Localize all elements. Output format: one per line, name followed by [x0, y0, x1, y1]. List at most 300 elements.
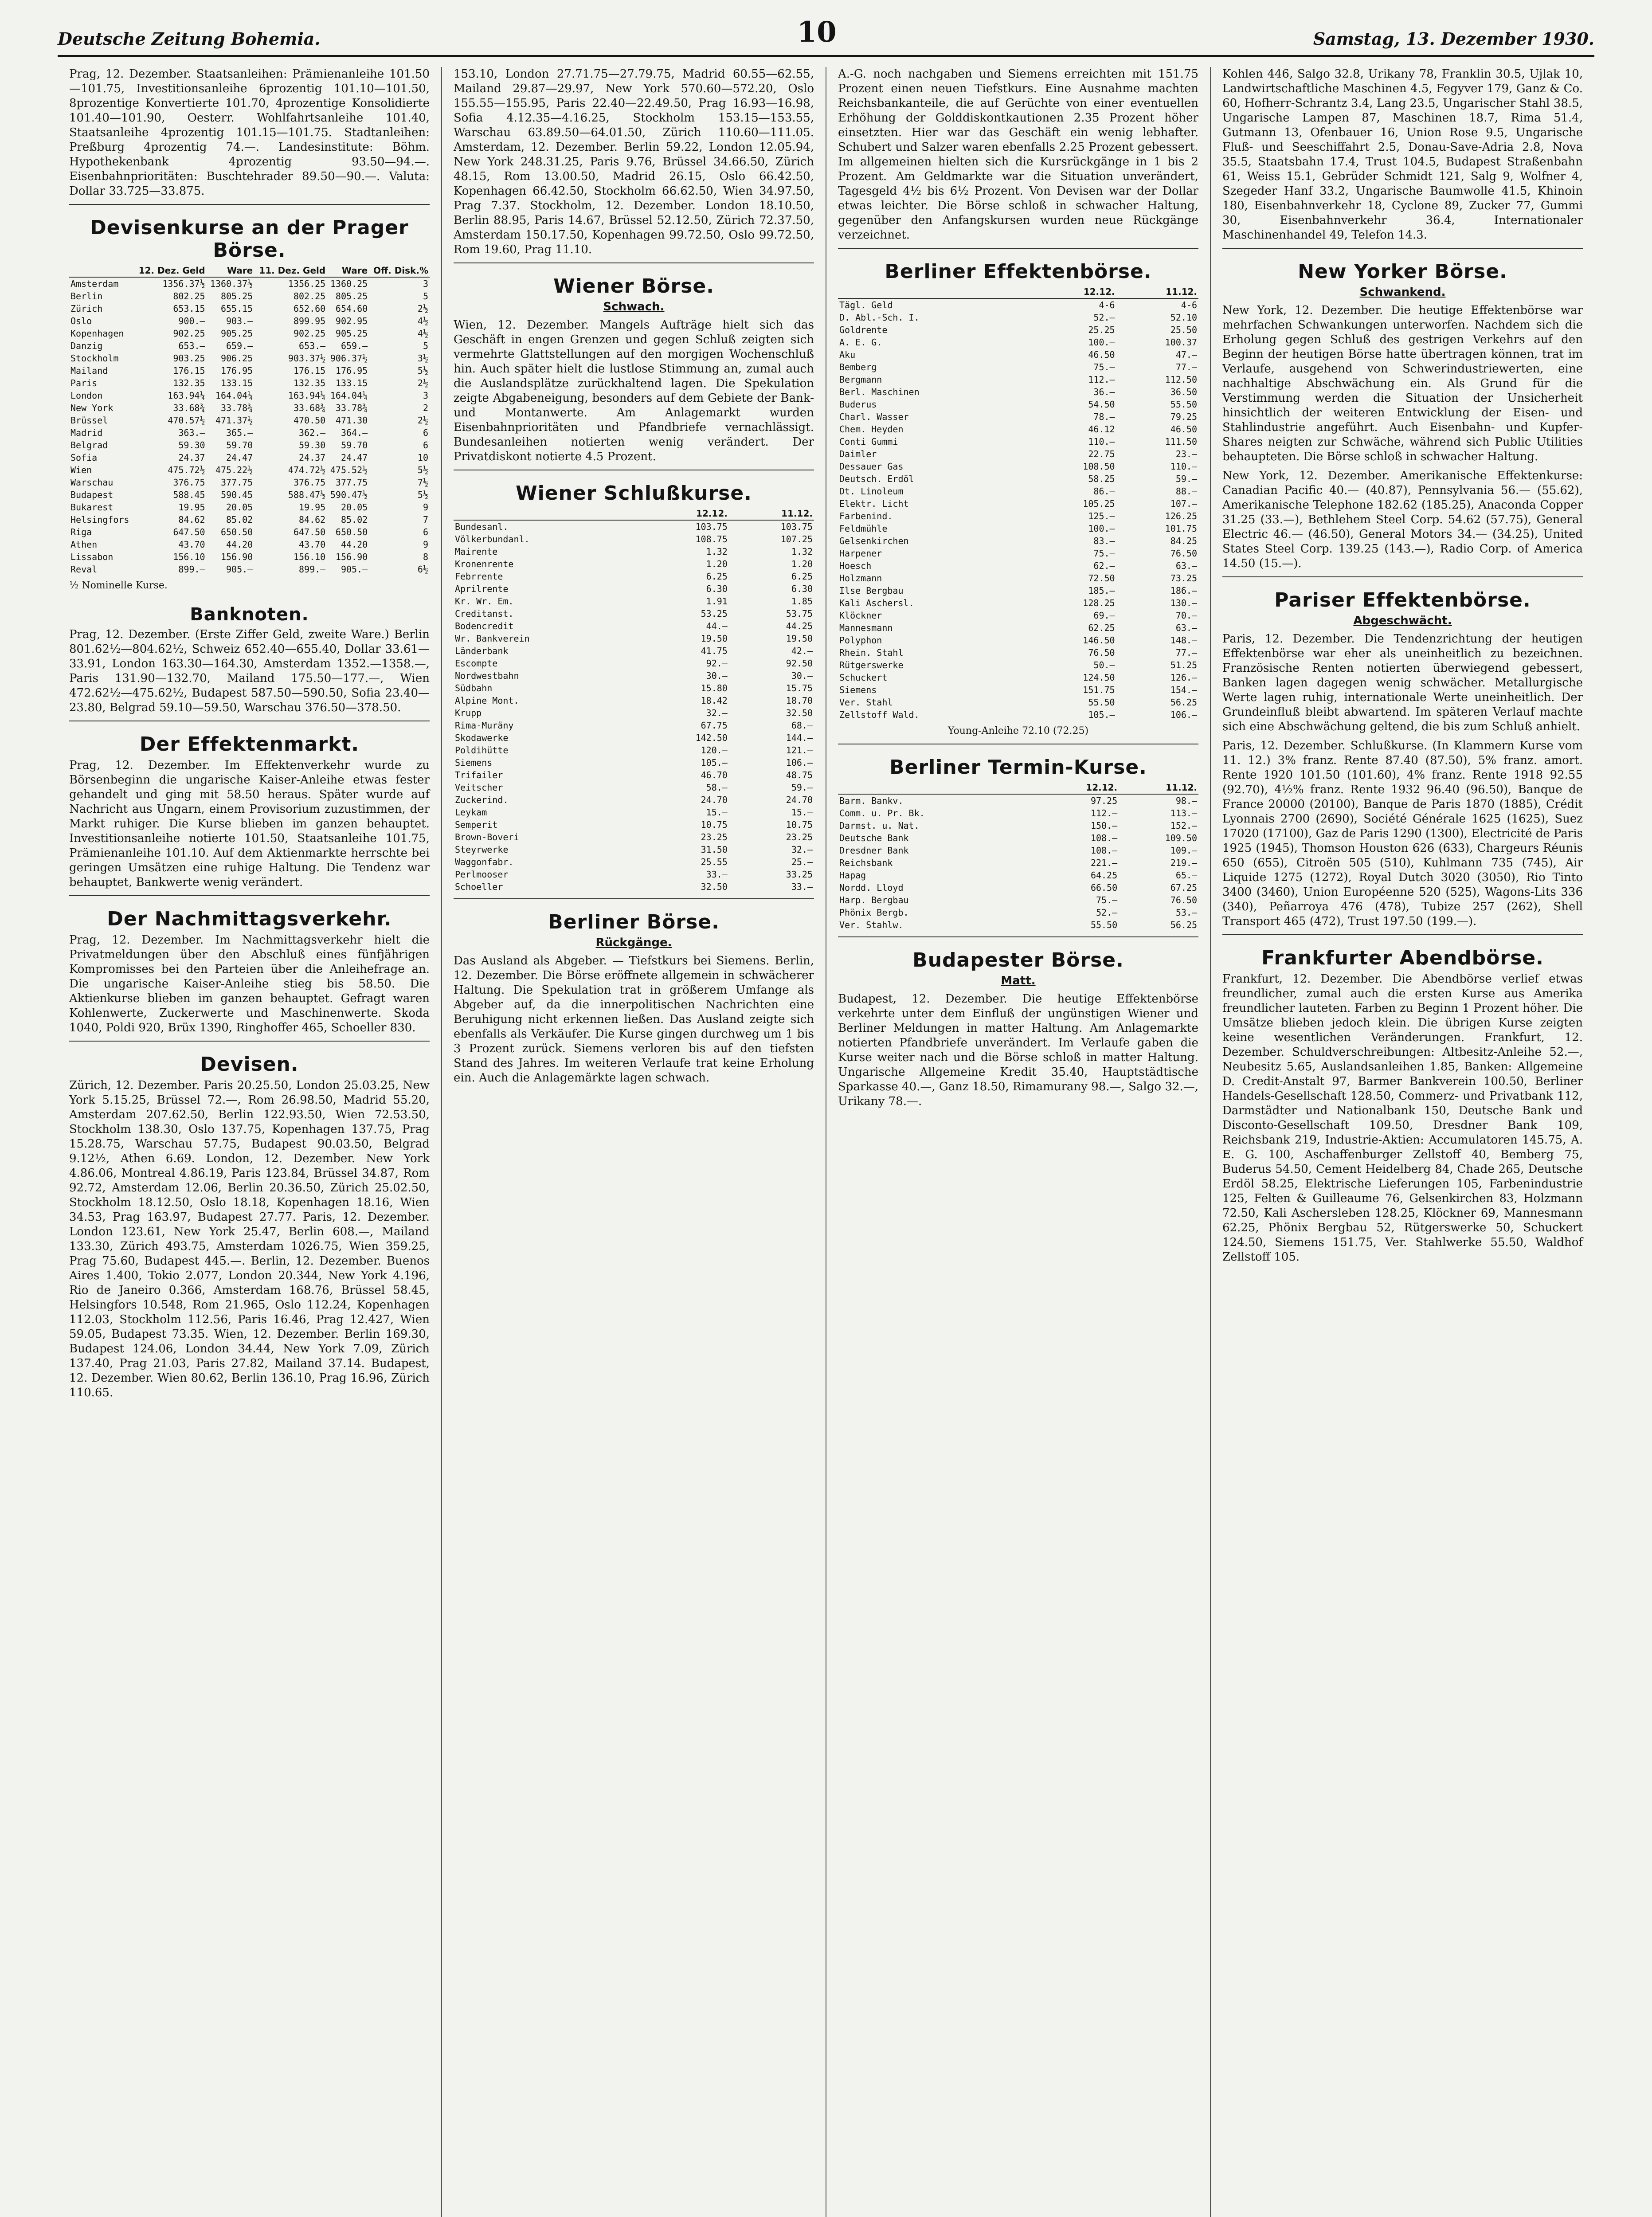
- table-row: [838, 324, 1198, 336]
- rate-value: 48.75: [786, 770, 813, 780]
- table-row: [838, 807, 1198, 819]
- table-row: [454, 694, 814, 707]
- rate-value: 44.20: [341, 539, 368, 550]
- table-row: [69, 277, 430, 290]
- divider: [454, 898, 814, 899]
- rate-value: 6: [423, 427, 428, 438]
- rate-value: 105.25: [1083, 498, 1115, 509]
- rate-value: 25.25: [1088, 325, 1115, 335]
- security-name: Chem. Heyden: [839, 424, 904, 435]
- rate-value: 19.50: [786, 633, 813, 644]
- rate-value: 33.25: [786, 869, 813, 880]
- rate-value: 76.50: [1170, 548, 1197, 559]
- rate-value: 73.25: [1170, 573, 1197, 584]
- security-name: Warschau: [70, 477, 114, 488]
- rate-value: 219.—: [1170, 858, 1197, 868]
- rate-value: 15.75: [786, 683, 813, 693]
- new-yorker-boerse-text: New York, 12. Dezember. Die heutige Effektenbörse war mehrfachen Schwankungen unterworfen. Nachdem sich die Erholung gegen Schluß des gestrigen Verkehrs auf den Beginn der heutigen Börse hatte übertragen können, trat im Verlaufe, ausgehend von Schwerindustriewerten, eine nachhaltige Abschwächung ein. Als Grund für die Verstimmung werden die Situation der Unsicherheit hinsichtlich der weiteren Entwicklung der Eisen- und Stahlindustrie angeführt. Auch Eisenbahn- und Kupfer-Shares neigten zur Schwäche, während sich Public Utilities behaupteten. Die Börse schloß in schwacher Haltung.: [1222, 304, 1583, 463]
- rate-value: 111.50: [1165, 436, 1197, 447]
- devisen-continued-text: 153.10, London 27.71.75—27.79.75, Madrid 60.55—62.55, Mailand 29.87—29.97, New York 570.60—572.20, Oslo 155.55—155.95, Paris 22.40—22.49.50, Prag 16.93—16.98, Sofia 4.12.35—4.16.25, Stockholm 153.15—153.55, Warschau 63.89.50—64.01.50, Zürich 110.60—111.05. Amsterdam, 12. Dezember. Berlin 59.22, London 12.05.94, New York 248.31.25, Paris 9.76, Brüssel 34.66.50, Zürich 48.15, Rom 13.00.50, Madrid 26.15, Oslo 66.42.50, Kopenhagen 66.42.50, Stockholm 66.62.50, Wien 34.97.50, Prag 7.37. Stockholm, 12. Dezember. London 18.10.50, Berlin 88.95, Paris 14.67, Brüssel 52.12.50, Zürich 72.37.50, Amsterdam 150.17.50, Kopenhagen 99.72.50, Oslo 99.72.50, Rom 19.60, Prag 11.10.: [454, 67, 814, 256]
- rate-value: 1.32: [791, 546, 813, 557]
- table-row: [454, 843, 814, 856]
- budapester-boerse-subheading: Matt.: [1001, 974, 1036, 987]
- table-header-cell: 11.12.: [1119, 781, 1198, 794]
- table-row: [838, 684, 1198, 696]
- security-name: Oslo: [70, 316, 92, 326]
- table-row: [838, 659, 1198, 671]
- security-name: Comm. u. Pr. Bk.: [839, 808, 925, 819]
- rate-value: 221.—: [1090, 858, 1118, 868]
- security-name: Mailand: [70, 365, 108, 376]
- rate-value: 902.25: [173, 328, 205, 339]
- rate-value: 6½: [417, 564, 428, 575]
- rate-value: 19.95: [298, 502, 326, 513]
- table-row: [69, 427, 430, 439]
- security-name: Phönix Bergb.: [839, 907, 909, 918]
- security-name: Rhein. Stahl: [839, 647, 904, 658]
- table-row: [454, 607, 814, 620]
- devisen-prag-heading: Devisenkurse an der Prager Börse.: [90, 216, 409, 262]
- rate-value: 146.50: [1083, 635, 1115, 646]
- rate-value: 100.—: [1088, 337, 1115, 348]
- rate-value: 3: [423, 278, 428, 289]
- security-name: Budapest: [70, 490, 114, 500]
- security-name: Gelsenkirchen: [839, 536, 909, 546]
- rate-value: 32.50: [786, 708, 813, 718]
- rate-value: 1.91: [706, 596, 728, 607]
- divider: [69, 204, 430, 205]
- security-name: Dresdner Bank: [839, 845, 909, 856]
- rate-value: 1.20: [791, 559, 813, 569]
- table-header-cell: 11. Dez. Geld: [254, 264, 327, 277]
- table-row: [838, 336, 1198, 349]
- rate-value: 7: [423, 514, 428, 525]
- rate-value: 15.—: [791, 807, 813, 818]
- rate-value: 79.25: [1170, 411, 1197, 422]
- security-name: Schoeller: [455, 881, 503, 892]
- table-row: [454, 570, 814, 583]
- rate-value: 108.—: [1090, 845, 1118, 856]
- security-name: Lissabon: [70, 552, 114, 562]
- rate-value: 1.85: [791, 596, 813, 607]
- rate-value: 6: [423, 440, 428, 450]
- table-header-cell: Ware: [207, 264, 254, 277]
- rate-value: 900.—: [178, 316, 205, 326]
- rate-value: 9: [423, 539, 428, 550]
- table-row: [454, 881, 814, 893]
- pariser-kurse-text: Paris, 12. Dezember. Schlußkurse. (In Klammern Kurse vom 11. 12.) 3% franz. Rente 87.40 (87.50), 5% franz. amort. Rente 1920 101.50 (101.60), 4% franz. Rente 1918 92.55 (92.70), 4½% franz. Rente 1932 96.40 (96.50), Banque de France 20000 (20100), Banque de Paris 1870 (1885), Crédit Lyonnais 2700 (2690), Société Générale 1625 (1625), Suez 17020 (17100), Gaz de Paris 1290 (1300), Electricité de Paris 1925 (1945), Thomson Houston 626 (633), Chargeurs Réunis 650 (655), Citroën 505 (510), Kuhlmann 735 (745), Air Liquide 1275 (1272), Royal Dutch 3020 (3050), Rio Tinto 3400 (3460), Union Européenne 520 (525), Wagons-Lits 336 (340), Peñarroya 476 (478), Tubize 257 (262), Shell Transport 465 (472), Trust 197.50 (199.—).: [1222, 739, 1583, 928]
- divider: [1222, 934, 1583, 935]
- table-row: [454, 756, 814, 769]
- rate-value: 85.02: [226, 514, 253, 525]
- rate-value: 19.95: [178, 502, 205, 513]
- rate-value: 647.50: [293, 527, 326, 537]
- table-row: [69, 538, 430, 551]
- security-name: Wien: [70, 465, 92, 475]
- security-name: Helsingfors: [70, 514, 129, 525]
- table-row: [454, 732, 814, 744]
- security-name: A. E. G.: [839, 337, 882, 348]
- security-name: Darmst. u. Nat.: [839, 820, 920, 831]
- table-row: [838, 373, 1198, 386]
- rate-value: 130.—: [1170, 598, 1197, 608]
- rate-value: 905.—: [341, 564, 368, 575]
- rate-value: 475.22½: [215, 465, 253, 475]
- rate-value: 20.05: [226, 502, 253, 513]
- rate-value: 899.—: [298, 564, 326, 575]
- rate-value: 76.50: [1170, 895, 1197, 905]
- security-name: Farbenind.: [839, 511, 893, 521]
- table-row: [838, 311, 1198, 324]
- rate-value: 124.50: [1083, 672, 1115, 683]
- table-row: [838, 448, 1198, 460]
- new-yorker-kurse-text: New York, 12. Dezember. Amerikanische Effektenkurse: Canadian Pacific 40.— (40.87), Pennsylvania 56.— (55.62), Amerikanische Telephone 182.62 (185.25), Anaconda Copper 31.25 (33.—), Bethlehem Steel Corp. 54.62 (57.75), General Electric 46.— (46.50), General Motors 34.— (34.25), United States Steel Corp. 139.25 (143.—), Radio Corp. of America 14.50 (15.—).: [1222, 469, 1583, 570]
- rate-value: 176.95: [220, 365, 253, 376]
- rate-value: 67.25: [1170, 882, 1197, 893]
- table-row: [838, 857, 1198, 869]
- rate-value: 44.20: [226, 539, 253, 550]
- rate-value: 15.80: [701, 683, 728, 693]
- rate-value: 905.—: [226, 564, 253, 575]
- rate-value: 899.—: [178, 564, 205, 575]
- security-name: Bergmann: [839, 374, 882, 385]
- table-row: [454, 806, 814, 819]
- security-name: Steyrwerke: [455, 844, 509, 855]
- security-name: Kr. Wr. Em.: [455, 596, 514, 607]
- rate-value: 3½: [417, 353, 428, 364]
- devisen-text: Zürich, 12. Dezember. Paris 20.25.50, London 25.03.25, New York 5.15.25, Brüssel 72.—, Rom 26.98.50, Madrid 55.20, Amsterdam 207.62.50, Berlin 122.93.50, Wien 72.53.50, Stockholm 138.30, Oslo 137.75, Kopenhagen 137.75, Prag 15.28.75, Warschau 57.75, Budapest 90.03.50, Belgrad 9.12½, Athen 6.69. London, 12. Dezember. New York 4.86.06, Montreal 4.86.19, Paris 123.84, Brüssel 34.87, Rom 92.72, Amsterdam 12.06, Berlin 20.36.50, Zürich 25.02.50, Stockholm 18.12.50, Oslo 18.18, Kopenhagen 18.16, Wien 34.53, Prag 163.97, Budapest 27.77. Paris, 12. Dezember. London 123.61, New York 25.47, Berlin 608.—, Mailand 133.30, Zürich 493.75, Amsterdam 1026.75, Wien 359.25, Prag 75.60, Budapest 445.—. Berlin, 12. Dezember. Buenos Aires 1.400, Tokio 2.077, London 20.344, New York 4.196, Rio de Janeiro 0.366, Amsterdam 168.76, Brüssel 58.45, Helsingfors 10.548, Rom 21.965, Oslo 112.24, Kopenhagen 112.03, Stockholm 112.56, Paris 16.46, Prag 12.427, Wien 59.05, Budapest 73.35. Wien, 12. Dezember. Berlin 169.30, Budapest 124.06, London 34.44, New York 7.09, Zürich 137.40, Prag 21.03, Paris 27.82, Mailand 37.14. Budapest, 12. Dezember. Wien 80.62, Berlin 136.10, Prag 16.96, Zürich 110.65.: [69, 1079, 430, 1399]
- table-row: [69, 389, 430, 402]
- table-row: [454, 769, 814, 781]
- prag-staatsanleihen-text: Prag, 12. Dezember. Staatsanleihen: Prämienanleihe 101.50—101.75, Investitionsanleihe 6prozentig 101.10—101.50, 8prozentige Konvertierte 101.70, 4prozentige Konsolidierte 101.40—101.90, Oesterr. Wohlfahrtsanleihe 101.40, Staatsanleihe 4prozentig 101.15—101.75. Stadtanleihen: Preßburg 4prozentig 74.—. Landesinstitute: Böhm. Hypothekenbank 4prozentig 93.50—94.—. Eisenbahnprioritäten: Buschtehrader 89.50—90.—. Valuta: Dollar 33.725—33.875.: [69, 67, 430, 198]
- rate-value: 67.75: [701, 720, 728, 731]
- security-name: Ver. Stahlw.: [839, 920, 904, 930]
- rate-value: 3: [423, 390, 428, 401]
- rate-value: 470.50: [293, 415, 326, 426]
- page-header: [58, 18, 1594, 57]
- rate-value: 5½: [417, 465, 428, 475]
- table-row: [454, 794, 814, 806]
- rate-value: 113.—: [1170, 808, 1197, 819]
- divider: [838, 248, 1198, 249]
- rate-value: 24.37: [178, 452, 205, 463]
- rate-value: 186.—: [1170, 585, 1197, 596]
- security-name: Bundesanl.: [455, 521, 509, 532]
- rate-value: 4-6: [1181, 300, 1197, 310]
- security-name: D. Abl.-Sch. I.: [839, 312, 920, 323]
- table-row: [454, 558, 814, 570]
- table-row: [454, 682, 814, 694]
- security-name: Schuckert: [839, 672, 888, 683]
- security-name: Holzmann: [839, 573, 882, 584]
- security-name: Zürich: [70, 303, 103, 314]
- table-row: [69, 464, 430, 476]
- rate-value: 105.—: [1088, 709, 1115, 720]
- column-4: [1211, 67, 1594, 2217]
- table-row: [69, 451, 430, 464]
- rate-value: 33.78¾: [335, 403, 368, 413]
- table-row: [69, 377, 430, 389]
- rate-value: 25.50: [1170, 325, 1197, 335]
- rate-value: 23.25: [701, 832, 728, 842]
- security-name: Charl. Wasser: [839, 411, 909, 422]
- columns: [58, 67, 1594, 2217]
- security-name: Hoesch: [839, 560, 872, 571]
- rate-value: 65.—: [1175, 870, 1197, 881]
- rate-value: 659.—: [341, 341, 368, 351]
- rate-value: 59.30: [298, 440, 326, 450]
- table-row: [838, 349, 1198, 361]
- rate-value: 23.—: [1175, 449, 1197, 459]
- rate-value: 108.50: [1083, 461, 1115, 472]
- table-row: [454, 856, 814, 868]
- rate-value: 590.45: [220, 490, 253, 500]
- table-row: [69, 402, 430, 414]
- rate-value: 156.90: [220, 552, 253, 562]
- security-name: Ilse Bergbau: [839, 585, 904, 596]
- rate-value: 588.45: [173, 490, 205, 500]
- rate-value: 151.75: [1083, 685, 1115, 695]
- table-row: [838, 411, 1198, 423]
- rate-value: 650.50: [220, 527, 253, 537]
- rate-value: 156.90: [335, 552, 368, 562]
- rate-value: 100.—: [1088, 523, 1115, 534]
- rate-value: 653.15: [173, 303, 205, 314]
- rate-value: 126.25: [1165, 511, 1197, 521]
- rate-value: 59.70: [341, 440, 368, 450]
- rate-value: 100.37: [1165, 337, 1197, 348]
- rate-value: 108.—: [1090, 833, 1118, 843]
- rate-value: 59.—: [1175, 474, 1197, 484]
- rate-value: 106.—: [1170, 709, 1197, 720]
- table-row: [838, 832, 1198, 844]
- rate-value: 132.35: [173, 378, 205, 388]
- rate-value: 24.70: [701, 795, 728, 805]
- rate-value: 164.04¼: [330, 390, 368, 401]
- rate-value: 53.25: [701, 608, 728, 619]
- rate-value: 647.50: [173, 527, 205, 537]
- rate-value: 125.—: [1088, 511, 1115, 521]
- security-name: Tägl. Geld: [839, 300, 893, 310]
- rate-value: 105.—: [701, 757, 728, 768]
- security-name: Polyphon: [839, 635, 882, 646]
- rate-value: 376.75: [293, 477, 326, 488]
- security-name: Siemens: [455, 757, 493, 768]
- rate-value: 98.—: [1175, 795, 1197, 806]
- table-header-cell: 12.12.: [644, 507, 729, 520]
- rate-value: 154.—: [1170, 685, 1197, 695]
- rate-value: 53.75: [786, 608, 813, 619]
- rate-value: 62.—: [1093, 560, 1115, 571]
- rate-value: 33.—: [791, 881, 813, 892]
- budapester-boerse-heading: Budapester Börse.: [912, 949, 1124, 971]
- rate-value: 22.75: [1088, 449, 1115, 459]
- pariser-effektenboerse-text: Paris, 12. Dezember. Die Tendenzrichtung der heutigen Effektenbörse war eher als uneinheitlich zu bezeichnen. Französische Renten notierten überwiegend gebessert, Banken lagen dagegen wenig schwächer. Metallurgische Werte lagen ruhig, internationale Werte uneinheitlich. Der Grundeinfluß bleibt abwartend. Im späteren Verlauf machte sich eine Abschwächung geltend, die bis zum Schluß anhielt.: [1222, 632, 1583, 733]
- table-row: [838, 572, 1198, 584]
- rate-value: 377.75: [335, 477, 368, 488]
- new-yorker-boerse-heading: New Yorker Börse.: [1298, 260, 1507, 283]
- divider: [454, 262, 814, 263]
- table-row: [838, 597, 1198, 609]
- rate-value: 107.25: [780, 534, 813, 544]
- rate-value: 109.—: [1170, 845, 1197, 856]
- security-name: Bemberg: [839, 362, 877, 372]
- security-name: Südbahn: [455, 683, 493, 693]
- rate-value: 363.—: [178, 427, 205, 438]
- rate-value: 6.30: [706, 584, 728, 594]
- rate-value: 110.—: [1170, 461, 1197, 472]
- rate-value: 32.—: [791, 844, 813, 855]
- rate-value: 23.25: [786, 832, 813, 842]
- table-row: [838, 560, 1198, 572]
- column-1: [58, 67, 442, 2217]
- table-row: [838, 497, 1198, 510]
- rate-value: 132.35: [293, 378, 326, 388]
- table-header-cell: 12. Dez. Geld: [134, 264, 207, 277]
- rate-value: 62.25: [1088, 623, 1115, 633]
- table-header-cell: 11.12.: [729, 507, 814, 520]
- rate-value: 10.75: [786, 819, 813, 830]
- security-name: Barm. Bankv.: [839, 795, 904, 806]
- security-name: Belgrad: [70, 440, 108, 450]
- table-row: [69, 364, 430, 377]
- nachmittagsverkehr-heading: Der Nachmittagsverkehr.: [107, 908, 392, 930]
- rate-value: 474.72½: [288, 465, 326, 475]
- rate-value: 15.—: [706, 807, 728, 818]
- table-row: [838, 919, 1198, 931]
- table-row: [838, 894, 1198, 906]
- rate-value: 364.—: [341, 427, 368, 438]
- table-row: [69, 551, 430, 563]
- table-row: [838, 844, 1198, 857]
- rate-value: 41.75: [701, 646, 728, 656]
- table-row: [454, 744, 814, 756]
- rate-value: 5: [423, 291, 428, 302]
- rate-value: 85.02: [341, 514, 368, 525]
- security-name: Hapag: [839, 870, 866, 881]
- security-name: Nordwestbahn: [455, 670, 519, 681]
- security-name: Deutsch. Erdöl: [839, 474, 914, 484]
- rate-value: 75.—: [1093, 548, 1115, 559]
- security-name: Leykam: [455, 807, 487, 818]
- table-row: [454, 781, 814, 794]
- rate-value: 77.—: [1175, 362, 1197, 372]
- security-name: Paris: [70, 378, 98, 388]
- wiener-boerse-text: Wien, 12. Dezember. Mangels Aufträge hielt sich das Geschäft in engen Grenzen und gegen Schluß zeigten sich vermehrte Glattstellungen auf den morgigen Wochenschluß hin. Auch später hielt die lustlose Stimmung an, zumal auch die Auslandsplätze zurückhaltend lagen. Die Spekulation zeigte Abgabeneigung, besonders auf dem Gebiete der Bank- und Montanwerte. Am Anlagemarkt wurden Eisenbahnprioritäten und Pfandbriefe vernachlässigt. Bundesanleihen notierten wenig verändert. Der Privatdiskont notierte 4.5 Prozent.: [454, 318, 814, 463]
- rate-value: 25.55: [701, 857, 728, 867]
- rate-value: 78.—: [1093, 411, 1115, 422]
- berliner-effektenboerse-heading: Berliner Effektenbörse.: [885, 260, 1152, 283]
- security-name: Berl. Maschinen: [839, 387, 920, 397]
- table-row: [838, 510, 1198, 522]
- rate-value: 899.95: [293, 316, 326, 326]
- security-name: Mannesmann: [839, 623, 893, 633]
- table-row: [838, 386, 1198, 398]
- rate-value: 64.25: [1090, 870, 1118, 881]
- rate-value: 4½: [417, 328, 428, 339]
- table-row: [69, 501, 430, 513]
- rate-value: 32.—: [706, 708, 728, 718]
- rate-value: 156.10: [293, 552, 326, 562]
- rate-value: 652.60: [293, 303, 326, 314]
- table-row: [69, 327, 430, 340]
- rate-value: 24.47: [226, 452, 253, 463]
- rate-value: 31.50: [701, 844, 728, 855]
- rate-value: 46.50: [1088, 349, 1115, 360]
- table-row: [838, 696, 1198, 709]
- rate-value: 164.04¼: [215, 390, 253, 401]
- table-row: [838, 609, 1198, 622]
- effektenmarkt-heading: Der Effektenmarkt.: [139, 733, 360, 756]
- rate-value: 43.70: [178, 539, 205, 550]
- security-name: Deutsche Bank: [839, 833, 909, 843]
- table-row: [69, 526, 430, 538]
- security-name: Bodencredit: [455, 621, 514, 631]
- rate-value: 655.15: [220, 303, 253, 314]
- rate-value: 365.—: [226, 427, 253, 438]
- table-row: [838, 435, 1198, 448]
- rate-value: 46.70: [701, 770, 728, 780]
- rate-value: 144.—: [786, 732, 813, 743]
- table-row: [838, 547, 1198, 560]
- table-row: [454, 632, 814, 645]
- table-row: [838, 361, 1198, 373]
- rate-value: 6.25: [706, 571, 728, 582]
- rate-value: 84.62: [298, 514, 326, 525]
- rate-value: 36.50: [1170, 387, 1197, 397]
- frankfurter-abendboerse-heading: Frankfurter Abendbörse.: [1261, 947, 1544, 969]
- rate-value: 150.—: [1090, 820, 1118, 831]
- nachmittagsverkehr-text: Prag, 12. Dezember. Im Nachmittagsverkehr hielt die Privatmeldungen über den Abschluß eines fünfjährigen Kompromisses bei den Parteien über die Anleihefrage an. Die ungarische Kaiser-Anleihe stieg bis 58.50. Die Aktienkurse blieben im ganzen behauptet. Gefragt waren Kohlenwerte, Zuckerwerte und Maschinenwerte. Skoda 1040, Poldi 920, Brüx 1390, Ringhoffer 465, Schoeller 830.: [69, 933, 430, 1034]
- rate-value: 470.57½: [168, 415, 205, 426]
- rate-value: 52.—: [1093, 312, 1115, 323]
- table-header-cell: Off. Disk.%: [369, 264, 430, 277]
- rate-value: 42.—: [791, 646, 813, 656]
- rate-value: 2½: [417, 415, 428, 426]
- table-row: [69, 315, 430, 327]
- rate-value: 112.50: [1165, 374, 1197, 385]
- rate-value: 10.75: [701, 819, 728, 830]
- banknoten-heading: Banknoten.: [190, 604, 309, 625]
- rate-value: 376.75: [173, 477, 205, 488]
- rate-value: 653.—: [178, 341, 205, 351]
- rate-value: 471.37½: [215, 415, 253, 426]
- rate-value: 5½: [417, 490, 428, 500]
- security-name: Amsterdam: [70, 278, 119, 289]
- rate-value: 25.—: [791, 857, 813, 867]
- rate-value: 805.25: [220, 291, 253, 302]
- rate-value: 59.30: [178, 440, 205, 450]
- rate-value: 377.75: [220, 477, 253, 488]
- divider: [1222, 248, 1583, 249]
- rate-value: 475.52½: [330, 465, 368, 475]
- divider: [838, 936, 1198, 937]
- table-row: [69, 302, 430, 315]
- security-name: Waggonfabr.: [455, 857, 514, 867]
- berliner-termin-table: [838, 781, 1198, 931]
- security-name: Elektr. Licht: [839, 498, 909, 509]
- rate-value: 654.60: [335, 303, 368, 314]
- pariser-effektenboerse-subheading: Abgeschwächt.: [1353, 614, 1452, 627]
- security-name: Trifailer: [455, 770, 503, 780]
- rate-value: 5½: [417, 365, 428, 376]
- rate-value: 55.50: [1090, 920, 1118, 930]
- new-yorker-boerse-subheading: Schwankend.: [1359, 286, 1446, 299]
- table-header-cell: 12.12.: [1041, 781, 1119, 794]
- rate-value: 176.15: [173, 365, 205, 376]
- rate-value: 176.95: [335, 365, 368, 376]
- rate-value: 176.15: [293, 365, 326, 376]
